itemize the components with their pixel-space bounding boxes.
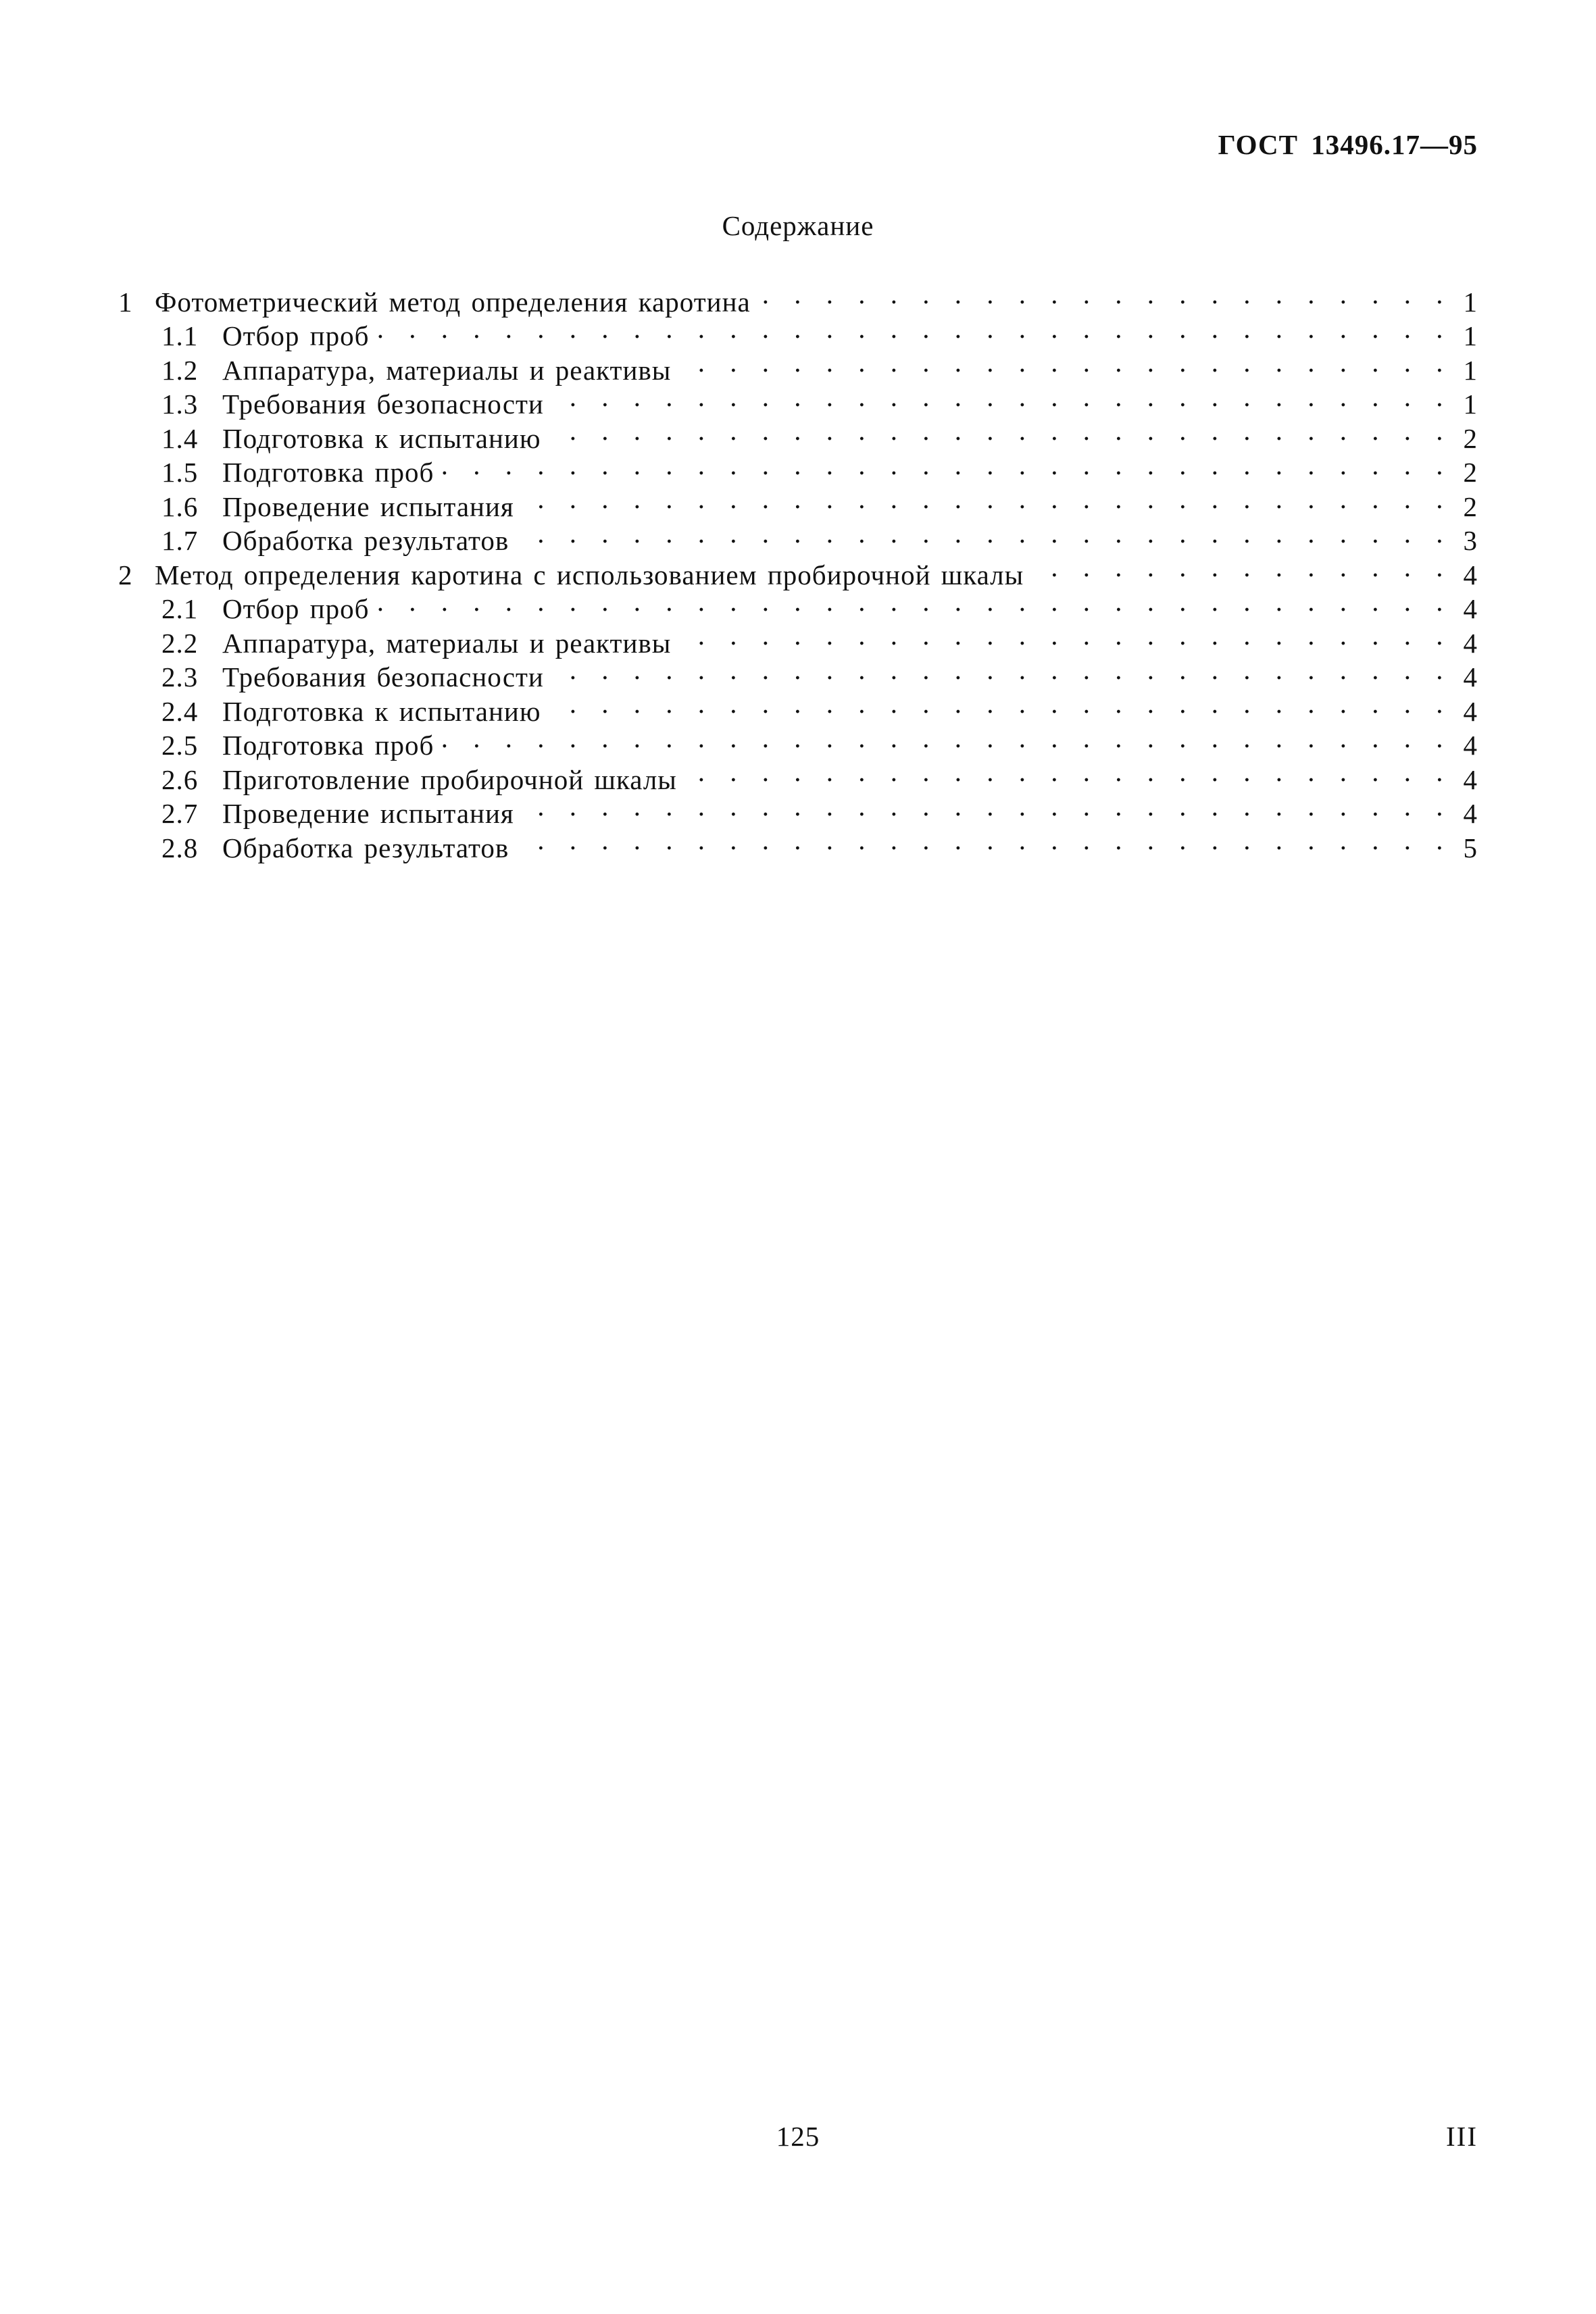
toc-entry-number: 1.4 bbox=[161, 422, 199, 454]
dot-leader bbox=[755, 277, 1451, 311]
toc-entry-page: 4 bbox=[1463, 730, 1478, 761]
toc-entry[interactable] bbox=[118, 755, 1478, 795]
toc-entry-number: 1 bbox=[118, 286, 133, 318]
dot-leader bbox=[675, 618, 1451, 653]
toc-entry-number: 2.8 bbox=[161, 832, 199, 863]
toc-entry-number: 1.6 bbox=[161, 491, 199, 522]
toc-entry-number: 1.1 bbox=[161, 320, 199, 351]
toc-entry-number: 2.5 bbox=[161, 730, 199, 761]
toc-entry-title: Фотометрический метод определения каротина bbox=[155, 286, 751, 318]
dot-leader bbox=[513, 823, 1451, 857]
toc-entry[interactable] bbox=[118, 618, 1478, 659]
toc-entry-title: Подготовка к испытанию bbox=[222, 422, 541, 454]
dot-leader bbox=[548, 653, 1451, 687]
toc-entry-page: 4 bbox=[1463, 798, 1478, 829]
toc-entry-title: Требования безопасности bbox=[222, 388, 544, 420]
page-number: 125 bbox=[776, 2121, 820, 2152]
toc-entry[interactable] bbox=[118, 550, 1478, 590]
toc-entry-title: Обработка результатов bbox=[222, 525, 509, 556]
dot-leader bbox=[675, 345, 1451, 380]
toc-entry-number: 2.4 bbox=[161, 695, 199, 727]
toc-entry-title: Отбор проб bbox=[222, 320, 370, 351]
toc-entry-title: Проведение испытания bbox=[222, 798, 514, 829]
dot-leader bbox=[373, 584, 1451, 619]
toc-entry[interactable] bbox=[118, 380, 1478, 420]
dot-leader bbox=[373, 311, 1451, 346]
toc-entry[interactable] bbox=[118, 277, 1478, 318]
dot-leader bbox=[545, 413, 1451, 448]
toc-entry-title: Обработка результатов bbox=[222, 832, 509, 863]
toc-entry-page: 1 bbox=[1463, 354, 1478, 386]
dot-leader bbox=[518, 789, 1451, 824]
toc-entry-page: 1 bbox=[1463, 286, 1478, 318]
toc-entry-number: 2.1 bbox=[161, 593, 199, 624]
toc-entry[interactable] bbox=[118, 448, 1478, 488]
toc-entry-number: 1.7 bbox=[161, 525, 199, 556]
toc-entry-number: 2.2 bbox=[161, 627, 199, 659]
toc-entry-title: Приготовление пробирочной шкалы bbox=[222, 763, 677, 795]
dot-leader bbox=[438, 721, 1451, 755]
toc-entry-page: 5 bbox=[1463, 832, 1478, 863]
toc-entry-number: 2 bbox=[118, 559, 133, 590]
toc-entry-page: 4 bbox=[1463, 593, 1478, 624]
document-code: ГОСТ 13496.17—95 bbox=[1218, 129, 1478, 160]
toc-entry-number: 2.3 bbox=[161, 661, 199, 693]
toc-entry-page: 2 bbox=[1463, 491, 1478, 522]
toc-entry-title: Подготовка проб bbox=[222, 457, 434, 488]
toc-entry-title: Аппаратура, материалы и реактивы bbox=[222, 354, 672, 386]
toc-entry-number: 1.5 bbox=[161, 457, 199, 488]
section-roman-numeral: III bbox=[1446, 2121, 1478, 2152]
toc-entry-number: 2.7 bbox=[161, 798, 199, 829]
dot-leader bbox=[438, 448, 1451, 482]
toc-entry-page: 4 bbox=[1463, 559, 1478, 590]
toc-entry[interactable] bbox=[118, 789, 1478, 829]
toc-title: Содержание bbox=[722, 210, 874, 241]
toc-entry-title: Отбор проб bbox=[222, 593, 370, 624]
dot-leader bbox=[545, 686, 1451, 721]
dot-leader bbox=[548, 380, 1451, 414]
dot-leader bbox=[681, 755, 1451, 789]
toc-entry[interactable] bbox=[118, 413, 1478, 454]
toc-entry[interactable] bbox=[118, 584, 1478, 624]
toc-entry[interactable] bbox=[118, 823, 1478, 863]
dot-leader bbox=[1028, 550, 1451, 584]
toc-entry[interactable] bbox=[118, 653, 1478, 693]
toc-entry-page: 2 bbox=[1463, 457, 1478, 488]
dot-leader bbox=[518, 482, 1451, 516]
toc-entry-page: 1 bbox=[1463, 320, 1478, 351]
toc-entry[interactable] bbox=[118, 686, 1478, 727]
toc-entry[interactable] bbox=[118, 516, 1478, 556]
toc-entry[interactable] bbox=[118, 345, 1478, 386]
toc-entry[interactable] bbox=[118, 721, 1478, 761]
toc-entry-title: Проведение испытания bbox=[222, 491, 514, 522]
toc-entry-number: 1.3 bbox=[161, 388, 199, 420]
toc-entry-number: 1.2 bbox=[161, 354, 199, 386]
table-of-contents bbox=[118, 277, 1478, 863]
toc-entry-page: 4 bbox=[1463, 695, 1478, 727]
toc-entry-title: Аппаратура, материалы и реактивы bbox=[222, 627, 672, 659]
toc-entry-title: Требования безопасности bbox=[222, 661, 544, 693]
toc-entry-title: Метод определения каротина с использованием пробирочной шкалы bbox=[155, 559, 1024, 590]
toc-entry-title: Подготовка проб bbox=[222, 730, 434, 761]
toc-entry[interactable] bbox=[118, 482, 1478, 522]
toc-entry-page: 4 bbox=[1463, 627, 1478, 659]
dot-leader bbox=[513, 516, 1451, 551]
toc-entry-number: 2.6 bbox=[161, 763, 199, 795]
toc-entry-page: 2 bbox=[1463, 422, 1478, 454]
toc-entry[interactable] bbox=[118, 311, 1478, 351]
toc-entry-title: Подготовка к испытанию bbox=[222, 695, 541, 727]
toc-entry-page: 4 bbox=[1463, 661, 1478, 693]
toc-entry-page: 4 bbox=[1463, 763, 1478, 795]
toc-entry-page: 1 bbox=[1463, 388, 1478, 420]
toc-entry-page: 3 bbox=[1463, 525, 1478, 556]
